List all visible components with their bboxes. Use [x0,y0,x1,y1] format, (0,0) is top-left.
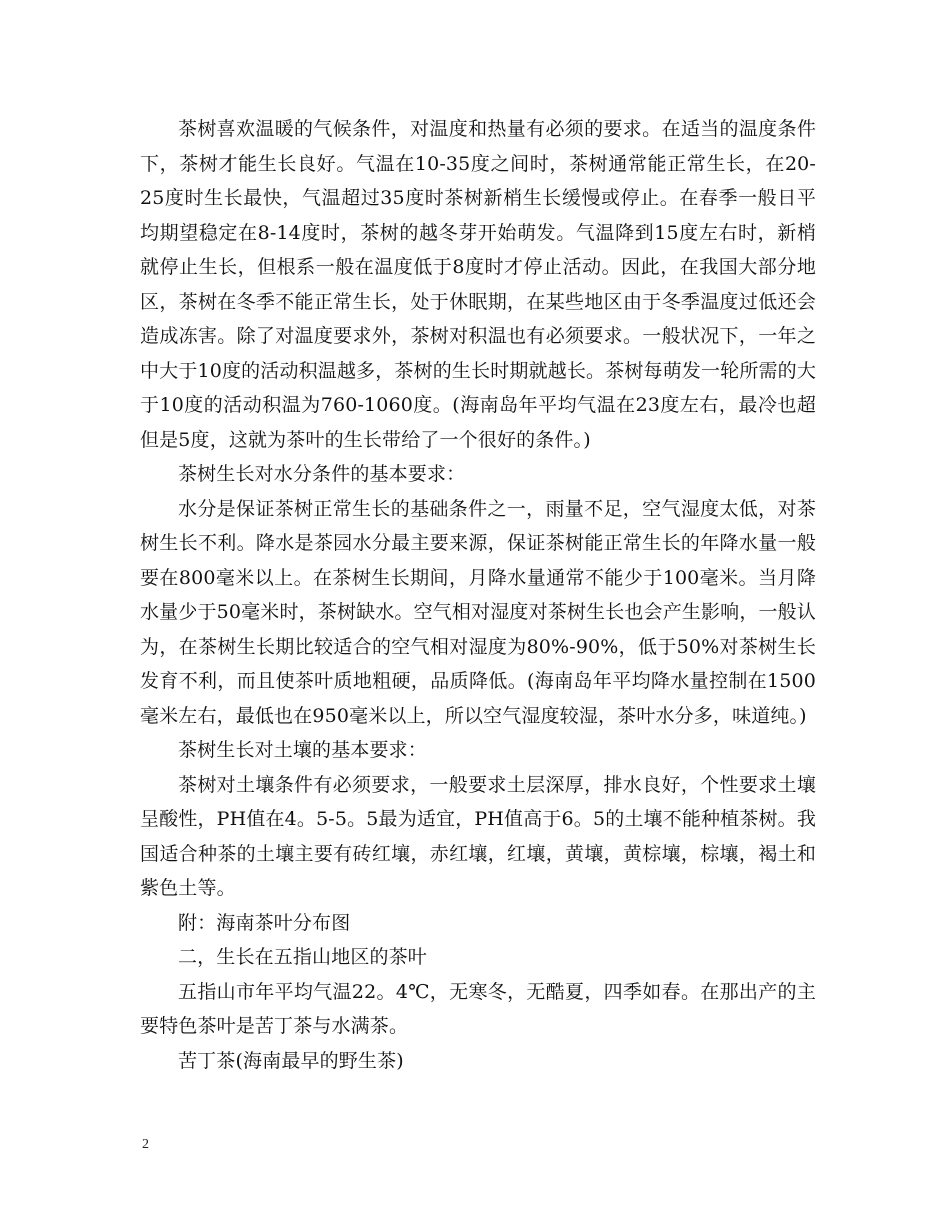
subheading-kuding-tea: 苦丁茶(海南最早的野生茶) [178,1049,404,1072]
paragraph-temperature: 茶树喜欢温暖的气候条件，对温度和热量有必须的要求。在适当的温度条件下，茶树才能生长良好。气温在10-35度之间时，茶树通常能正常生长，在20-25度时生长最快，气温超过35度时茶树新梢生长缓慢或停止。在春季一般日平均期望稳定在8-14度时，茶树的越冬芽开始萌发。气温降到15度左右时，新梢就停止生长，但根系一般在温度低于8度时才停止活动。因此，在我国大部分地区，茶树在冬季不能正常生长，处于休眠期，在某些地区由于冬季温度过低还会造成冻害。除了对温度要求外，茶树对积温也有必须要求。一般状况下，一年之中大于10度的活动积温越多，茶树的生长时期就越长。茶树每萌发一轮所需的大于10度的活动积温为760-1060度。(海南岛年平均气温在23度左右，最冷也超但是5度，这就为茶叶的生长带给了一个很好的条件。) [140,118,816,451]
paragraph-wuzhishan: 五指山市年平均气温22。4℃，无寒冬，无酷夏，四季如春。在那出产的主要特色茶叶是苦丁茶与水满茶。 [140,980,816,1037]
paragraph-soil: 茶树对土壤条件有必须要求，一般要求土层深厚，排水良好，个性要求土壤呈酸性，PH值在4。5-5。5最为适宜，PH值高于6。5的土壤不能种植茶树。我国适合种茶的土壤主要有砖红壤，赤红壤，红壤，黄壤，黄棕壤，棕壤，褐土和紫色土等。 [140,773,816,899]
heading-water-requirements: 茶树生长对水分条件的基本要求： [178,463,466,485]
appendix-map-caption: 附：海南茶叶分布图 [178,911,351,934]
heading-soil-requirements: 茶树生长对土壤的基本要求： [178,739,427,761]
page-number: 2 [142,1137,149,1152]
paragraph-water: 水分是保证茶树正常生长的基础条件之一，雨量不足，空气湿度太低，对茶树生长不利。降水是茶园水分最主要来源，保证茶树能正常生长的年降水量一般要在800毫米以上。在茶树生长期间，月降水量通常不能少于100毫米。当月降水量少于50毫米时，茶树缺水。空气相对湿度对茶树生长也会产生影响，一般认为，在茶树生长期比较适合的空气相对湿度为80%-90%，低于50%对茶树生长发育不利，而且使茶叶质地粗硬，品质降低。(海南岛年平均降水量控制在1500毫米左右，最低也在950毫米以上，所以空气湿度较湿，茶叶水分多，味道纯。) [140,497,816,727]
section-heading-wuzhishan: 二，生长在五指山地区的茶叶 [178,946,427,968]
document-body [140,112,816,1078]
